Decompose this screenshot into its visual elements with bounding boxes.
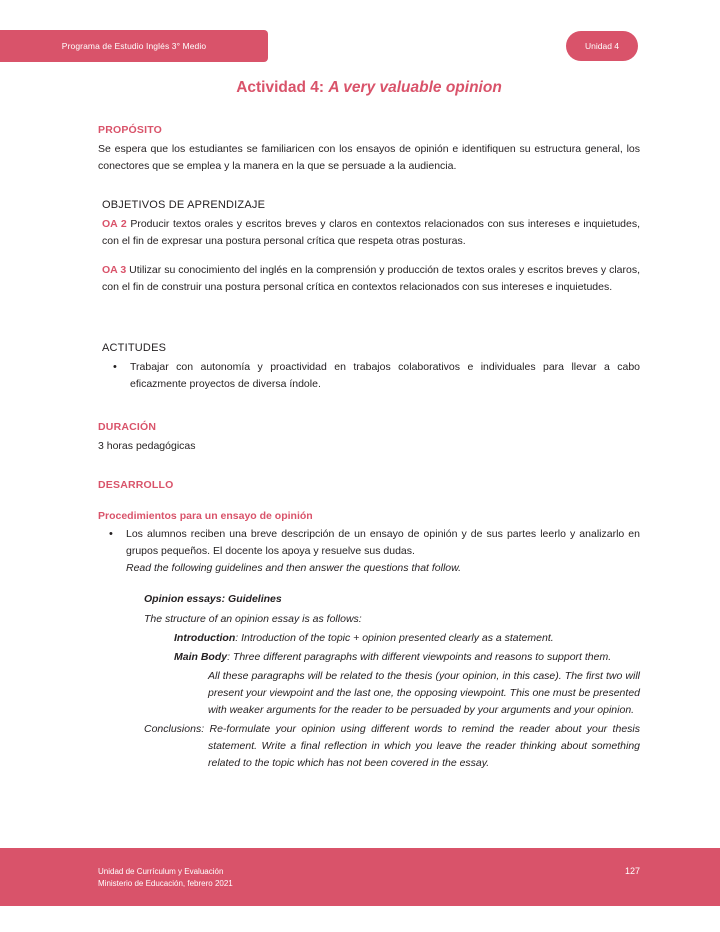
- objetivos-block: [102, 199, 640, 296]
- objetivo-text: Utilizar su conocimiento del inglés en la comprensión y producción de textos orales y escritos breves y claros, con el fin de construir una postura personal crítica en contextos relacionados con sus intereses e inquietudes.: [102, 264, 640, 294]
- footer-line-1: Unidad de Currículum y Evaluación: [98, 867, 224, 876]
- objetivo-item: [102, 262, 640, 296]
- guidelines-item-label: Conclusions: [144, 723, 202, 736]
- activity-title: [98, 78, 640, 98]
- document-content: [98, 78, 640, 774]
- page-number: 127: [624, 866, 640, 876]
- guidelines-item-conclusions: [144, 721, 640, 772]
- guidelines-item-label: Introduction: [174, 632, 236, 645]
- actitudes-list: [102, 359, 640, 393]
- desarrollo-bullet-text-italic: Read the following guidelines and then answer the questions that follow.: [126, 562, 462, 575]
- guidelines-title: Opinion essays: Guidelines: [144, 593, 282, 606]
- header-program-banner: [0, 30, 268, 62]
- section-heading-proposito: PROPÓSITO: [98, 124, 163, 137]
- actitudes-block: [102, 342, 640, 393]
- objetivo-item: [102, 216, 640, 250]
- guidelines-main-body-continuation: All these paragraphs will be related to the thesis (your opinion, in this case). The first two will present your viewpoint and the last one, the opposing viewpoint. This one must be presented with weaker arguments for the reader to be persuaded by your arguments and your opinion.: [208, 670, 640, 717]
- objetivo-code: OA 3: [102, 264, 127, 277]
- footer-line-2: Ministerio de Educación, febrero 2021: [98, 879, 233, 888]
- section-heading-actitudes: ACTITUDES: [102, 342, 167, 355]
- header-program-label: Programa de Estudio Inglés 3° Medio: [61, 41, 207, 51]
- duracion-text: 3 horas pedagógicas: [98, 440, 196, 453]
- guidelines-item-introduction: [174, 630, 640, 647]
- list-item: [126, 526, 640, 577]
- proposito-text: Se espera que los estudiantes se familiaricen con los ensayos de opinión e identifiquen su estructura general, los conectores que se emplea y la manera en la que se persuade a la audiencia.: [98, 143, 640, 173]
- guidelines-intro: The structure of an opinion essay is as follows:: [144, 613, 362, 626]
- activity-title-prefix: Actividad 4:: [236, 79, 325, 96]
- section-heading-duracion: DURACIÓN: [98, 421, 157, 434]
- objetivo-code: OA 2: [102, 218, 127, 231]
- desarrollo-bullet-text: Los alumnos reciben una breve descripción de un ensayo de opinión y de sus partes leerlo y analizarlo en grupos pequeños. El docente los apoya y resuelve sus dudas.: [126, 528, 640, 558]
- activity-title-name: A very valuable opinion: [328, 79, 502, 96]
- guidelines-item-label: Main Body: [174, 651, 228, 664]
- list-item: • Trabajar con autonomía y proactividad en trabajos colaborativos e individuales para llevar a cabo eficazmente proyectos de diversa índole.: [130, 359, 640, 393]
- unit-badge-label: Unidad 4: [584, 41, 620, 51]
- footer-credits: [98, 866, 233, 890]
- desarrollo-list: [98, 526, 640, 577]
- guidelines-item-main-body: [174, 649, 640, 666]
- subheading-procedimientos: Procedimientos para un ensayo de opinión: [98, 510, 313, 523]
- guidelines-item-text: : Re-formulate your opinion using different words to remind the reader about your thesis statement. Write a final reflection in which you leave the reader thinking about something related to the topic which has not been covered in the essay.: [201, 723, 640, 770]
- guidelines-item-text: : Three different paragraphs with different viewpoints and reasons to support them.: [227, 651, 612, 664]
- section-heading-desarrollo: DESARROLLO: [98, 479, 174, 492]
- section-heading-objetivos: OBJETIVOS DE APRENDIZAJE: [102, 199, 266, 212]
- guidelines-item-text: : Introduction of the topic + opinion presented clearly as a statement.: [235, 632, 554, 645]
- unit-badge: [566, 31, 638, 61]
- objetivo-text: Producir textos orales y escritos breves y claros en contextos relacionados con sus intereses e inquietudes, con el fin de expresar una postura personal crítica que respeta otras posturas.: [102, 218, 641, 248]
- guidelines-box: [144, 593, 640, 772]
